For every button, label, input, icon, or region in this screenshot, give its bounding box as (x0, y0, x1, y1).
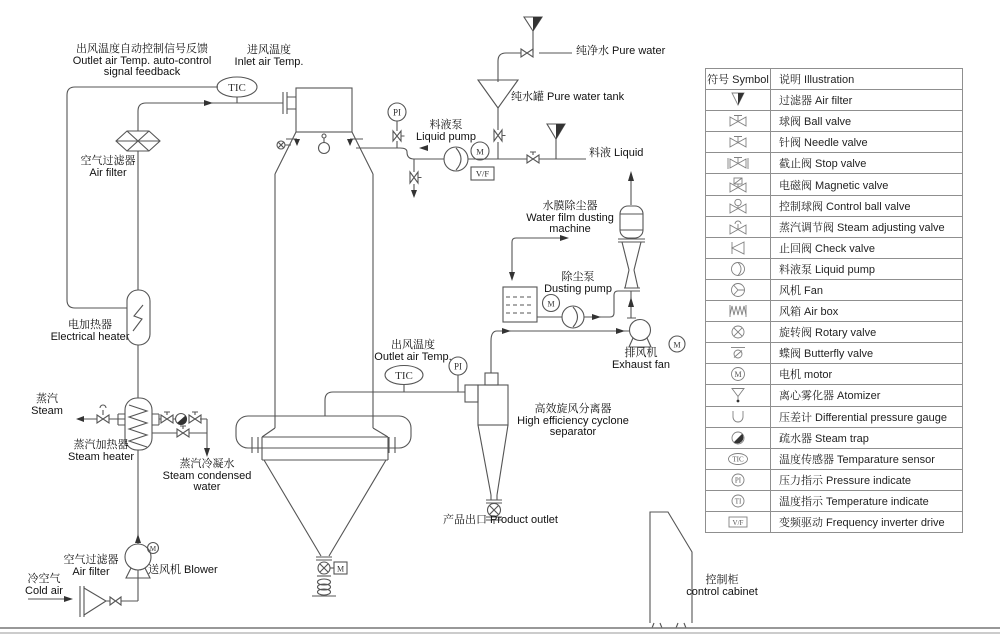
check-valve-icon (706, 237, 771, 258)
inlet-air-pipe (138, 92, 296, 131)
legend-row-rotary-valve (706, 322, 963, 343)
steam-heater-label: 蒸汽加热器 Steam heater (67, 439, 135, 463)
flow-arrow (135, 534, 141, 543)
differential-pressure-gauge-icon (706, 406, 771, 427)
outlet-air-line (325, 357, 467, 416)
legend-description: 疏水器 Steam trap (771, 427, 963, 448)
svg-text:PI: PI (734, 476, 742, 485)
electrical-heater-label: 电加热器 Electrical heater (50, 319, 130, 343)
legend-description: 风机 Fan (771, 279, 963, 300)
legend-row-air-box (706, 301, 963, 322)
tic-label: TIC (228, 82, 246, 94)
blower-label: 送风机 Blower (148, 564, 218, 576)
legend-row-butterfly-valve (706, 343, 963, 364)
legend-row-temperature-sensor (706, 448, 963, 469)
tower-discharge-valve (312, 557, 347, 596)
steam-condensed-label: 蒸汽冷凝水 Steam condensed water (162, 458, 252, 493)
product-outlet-label: 产品出口 Product outlet (443, 514, 558, 526)
spray-tower (262, 88, 388, 556)
motor-label: M (336, 564, 345, 574)
legend-row-ball-valve (706, 111, 963, 132)
steam-label: 蒸汽 Steam (31, 393, 63, 417)
pure-water-tank-label: 纯水罐 Pure water tank (511, 91, 625, 103)
legend-row-frequency-inverter-drive (706, 511, 963, 532)
legend-row-atomizer (706, 385, 963, 406)
motor-label: M (476, 146, 484, 157)
steam-trap-icon (706, 427, 771, 448)
legend-description: 电磁阀 Magnetic valve (771, 174, 963, 195)
legend-description: 压差计 Differential pressure gauge (771, 406, 963, 427)
legend-description: 截止阀 Stop valve (771, 153, 963, 174)
legend-description: 温度指示 Temperature indicate (771, 490, 963, 511)
outlet-temp-label: 出风温度 Outlet air Temp. (374, 339, 452, 363)
legend-symbol-header: 符号 Symbol (706, 69, 771, 90)
liquid-pump-equipment (444, 142, 494, 180)
tic-label: TIC (395, 370, 413, 382)
legend-row-steam-trap (706, 427, 963, 448)
legend-description: 变频驱动 Frequency inverter drive (771, 511, 963, 532)
feedback-label: 出风温度自动控制信号反馈 Outlet air Temp. auto-control signal feedback (72, 43, 212, 78)
air-filter-top-label: 空气过滤器 Air filter (80, 155, 136, 179)
legend-description: 压力指示 Pressure indicate (771, 469, 963, 490)
pi-label: PI (453, 361, 463, 372)
control-cabinet-label: 控制柜 control cabinet (686, 574, 758, 598)
legend-row-control-ball-valve (706, 195, 963, 216)
motor-label: M (547, 299, 555, 309)
legend-row-check-valve (706, 237, 963, 258)
air-box-icon (706, 301, 771, 322)
legend-row-fan (706, 279, 963, 300)
steam-adjusting-valve-icon (706, 216, 771, 237)
frequency-inverter-drive-icon (706, 511, 771, 532)
water-film-duster-label: 水膜除尘器 Water film dusting machine (526, 200, 614, 235)
legend-desc-header: 说明 Illustration (771, 69, 963, 90)
legend-description: 电机 motor (771, 364, 963, 385)
svg-text:M: M (734, 370, 742, 380)
legend-description: 料液泵 Liquid pump (771, 258, 963, 279)
vf-label: V/F (475, 168, 490, 179)
shoulder-valve (277, 141, 291, 149)
legend-row-pressure-indicate (706, 469, 963, 490)
legend-description: 蝶阀 Butterfly valve (771, 343, 963, 364)
magnetic-valve-icon (706, 174, 771, 195)
rotary-valve-icon (706, 322, 771, 343)
svg-text:TIC: TIC (732, 455, 744, 464)
electrical-heater-equipment (127, 290, 150, 345)
butterfly-valve-icon (706, 343, 771, 364)
ball-valve-icon (706, 111, 771, 132)
cold-air-label: 冷空气 Cold air (25, 573, 63, 597)
svg-text:TI: TI (734, 497, 742, 506)
legend-row-needle-valve (706, 132, 963, 153)
liquid-label: 料液 Liquid (589, 147, 644, 159)
legend-row-stop-valve (706, 153, 963, 174)
legend-row-temperature-indicate (706, 490, 963, 511)
legend-description: 过滤器 Air filter (771, 90, 963, 111)
temperature-indicate-icon (706, 490, 771, 511)
legend-description: 离心雾化器 Atomizer (771, 385, 963, 406)
water-film-duster-equipment (618, 171, 645, 318)
temperature-sensor-icon (706, 448, 771, 469)
control-cabinet-equipment (650, 512, 692, 628)
legend-row-differential-pressure-gauge (706, 406, 963, 427)
legend-description: 球阀 Ball valve (771, 111, 963, 132)
pi-label: PI (392, 107, 402, 118)
needle-valve-icon (706, 132, 771, 153)
pure-water-label: 纯净水 Pure water (576, 45, 666, 57)
legend-description: 风箱 Air box (771, 301, 963, 322)
exhaust-fan-label: 排风机 Exhaust fan (611, 347, 671, 371)
cyclone-label: 高效旋风分离器 High efficiency cyclone separator (517, 403, 629, 438)
cyclone-separator-equipment (465, 331, 508, 524)
legend-description: 旋转阀 Rotary valve (771, 322, 963, 343)
stop-valve-icon (706, 153, 771, 174)
motor-icon (706, 364, 771, 385)
legend-row-air-filter (706, 90, 963, 111)
atomizer-icon (706, 385, 771, 406)
legend-description: 控制球阀 Control ball valve (771, 195, 963, 216)
liquid-pump-label: 料液泵 Liquid pump (416, 119, 476, 143)
pressure-indicate-icon (706, 469, 771, 490)
fan-icon (706, 279, 771, 300)
dusting-pump-equipment (537, 291, 624, 328)
legend-description: 温度传感器 Temparature sensor (771, 448, 963, 469)
legend-row-liquid-pump (706, 258, 963, 279)
legend-header-row (706, 69, 963, 90)
inlet-temp-label: 进风温度 Inlet air Temp. (234, 44, 304, 68)
feedback-signal-line (67, 87, 218, 308)
inlet-tic-sensor (217, 77, 257, 103)
condensate-line (152, 412, 210, 457)
air-filter-icon (706, 90, 771, 111)
feed-line (356, 103, 444, 198)
symbol-legend-table (705, 68, 963, 533)
svg-text:V/F: V/F (732, 518, 744, 527)
tower-cone (264, 460, 386, 556)
legend-row-motor (706, 364, 963, 385)
legend-description: 针阀 Needle valve (771, 132, 963, 153)
air-filter-bottom-label: 空气过滤器 Air filter (63, 554, 119, 578)
legend-description: 止回阀 Check valve (771, 237, 963, 258)
liquid-pump-icon (706, 258, 771, 279)
dusting-pump-label: 除尘泵 Dusting pump (544, 271, 612, 295)
motor-label: M (673, 340, 681, 350)
tower-air-box (296, 88, 352, 132)
control-ball-valve-icon (706, 195, 771, 216)
pure-water-line (498, 17, 572, 82)
atomizer-equipment (319, 134, 330, 154)
motor-label: M (149, 545, 157, 553)
air-filter-top-equipment (116, 131, 160, 151)
legend-row-steam-adjusting-valve (706, 216, 963, 237)
air-filter-bottom-equipment (80, 586, 106, 617)
legend-description: 蒸汽调节阀 Steam adjusting valve (771, 216, 963, 237)
legend-row-magnetic-valve (706, 174, 963, 195)
